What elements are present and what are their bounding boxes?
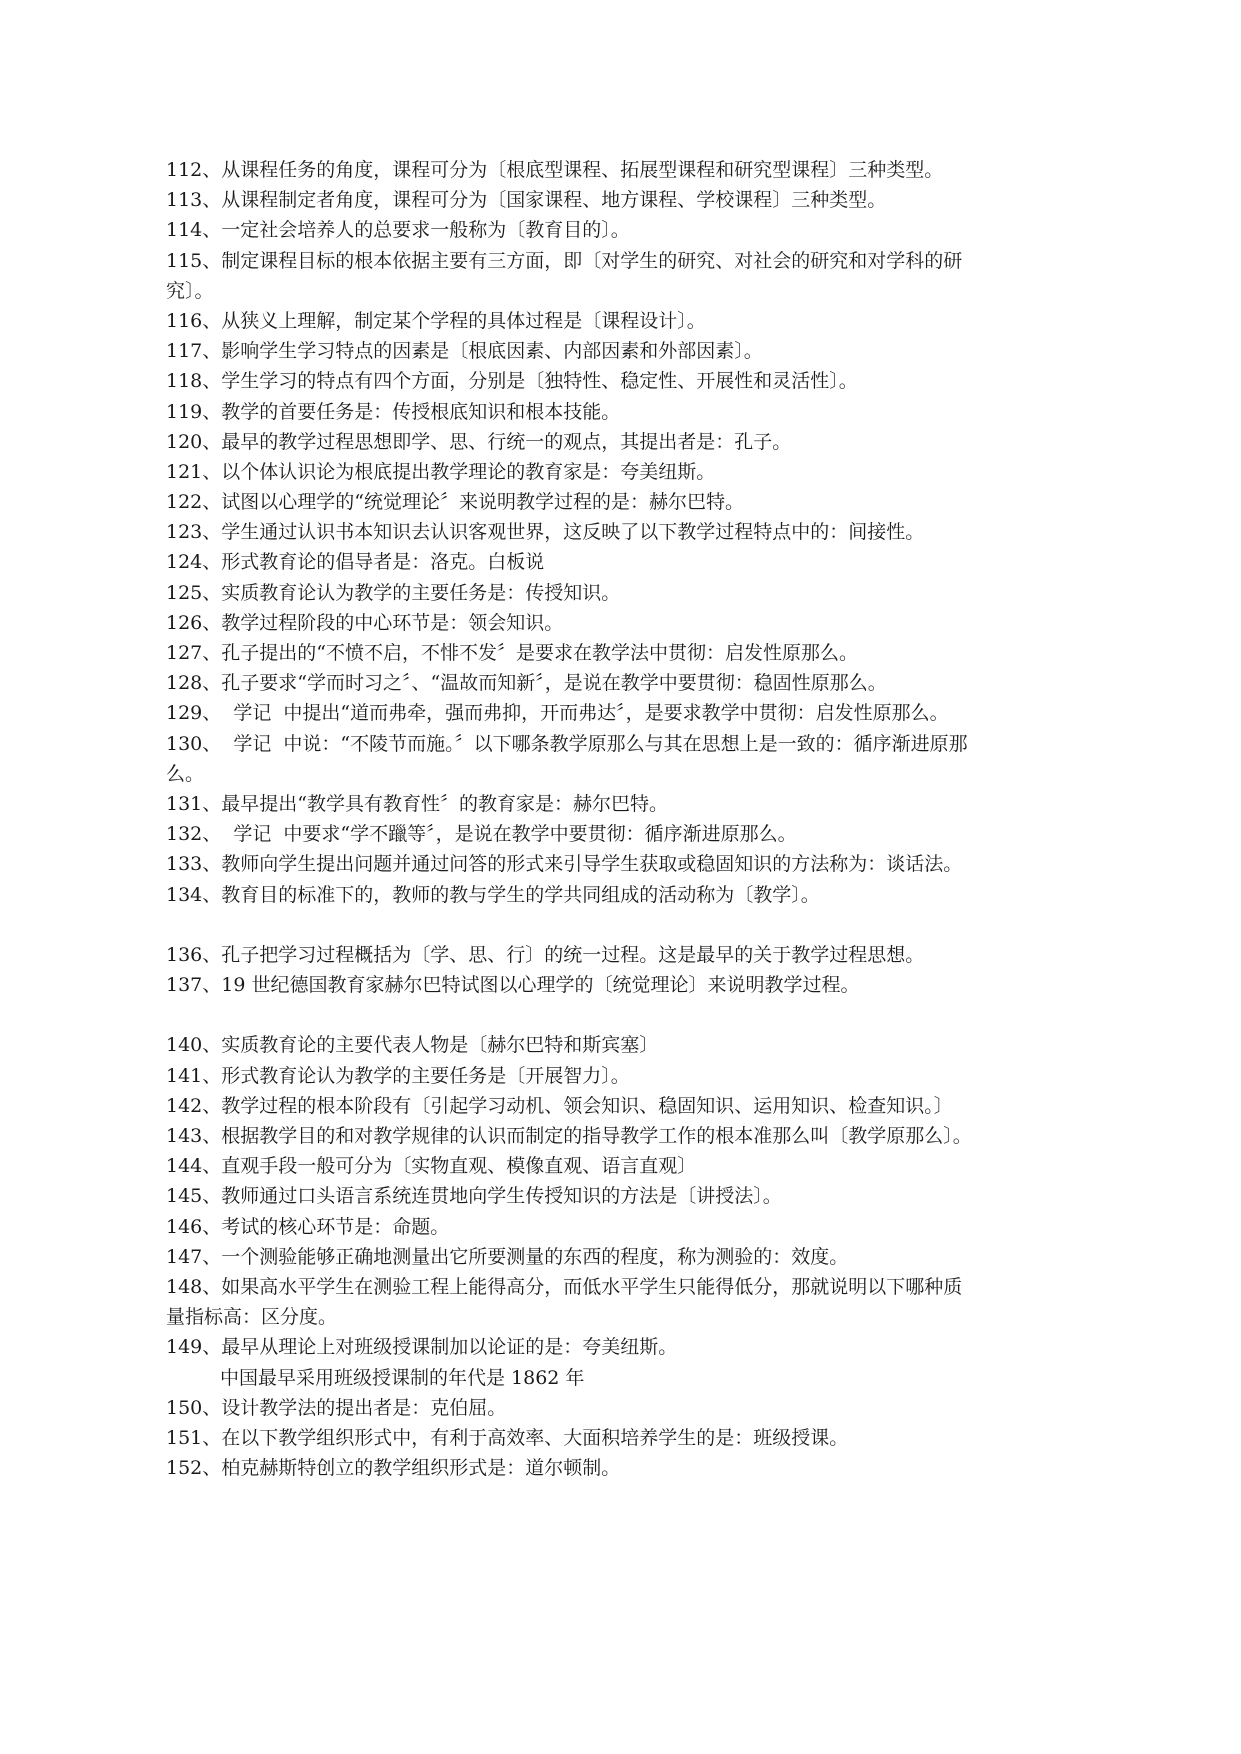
- text-line-114: 114、一定社会培养人的总要求一般称为〔教育目的〕。: [166, 219, 630, 242]
- text-line-126: 126、教学过程阶段的中心环节是：领会知识。: [166, 611, 564, 634]
- text-line-136: 136、孔子把学习过程概括为〔学、思、行〕的统一过程。这是最早的关于教学过程思想。: [166, 943, 925, 966]
- text-line-132: 132、 学记 中要求“学不躐等〞，是说在教学中要贯彻：循序渐进原那么。: [166, 823, 797, 846]
- text-line-134: 134、教育目的标准下的，教师的教与学生的学共同组成的活动称为〔教学〕。: [166, 883, 820, 906]
- text-line-151: 151、在以下教学组织形式中，有利于高效率、大面积培养学生的是：班级授课。: [166, 1426, 849, 1449]
- text-line-141: 141、形式教育论认为教学的主要任务是〔开展智力〕。: [166, 1064, 630, 1087]
- text-line-128: 128、孔子要求“学而时习之〞、“温故而知新〞，是说在教学中要贯彻：稳固性原那么。: [166, 672, 887, 695]
- text-line-125: 125、实质教育论认为教学的主要任务是：传授知识。: [166, 581, 621, 604]
- blank-line: [166, 1000, 1086, 1030]
- text-line-131: 131、最早提出“教学具有教育性〞的教育家是：赫尔巴特。: [166, 792, 668, 815]
- text-line-150: 150、设计教学法的提出者是：克伯屈。: [166, 1396, 507, 1419]
- text-line-140: 140、实质教育论的主要代表人物是〔赫尔巴特和斯宾塞〕: [166, 1034, 659, 1057]
- text-line-120: 120、最早的教学过程思想即学、思、行统一的观点，其提出者是：孔子。: [166, 430, 792, 453]
- text-line-115: 115、制定课程目标的根本依据主要有三方面，即〔对学生的研究、对社会的研究和对学科的研: [166, 249, 963, 272]
- text-line-133: 133、教师向学生提出问题并通过问答的形式来引导学生获取或稳固知识的方法称为：谈话法。: [166, 853, 963, 876]
- text-line-142: 142、教学过程的根本阶段有〔引起学习动机、领会知识、稳固知识、运用知识、检查知识。〕: [166, 1094, 953, 1117]
- blank-line: [166, 910, 1086, 940]
- text-line-122: 122、试图以心理学的“统觉理论〞来说明教学过程的是：赫尔巴特。: [166, 491, 744, 514]
- text-line-146: 146、考试的核心环节是：命题。: [166, 1215, 450, 1238]
- text-line-143: 143、根据教学目的和对教学规律的认识而制定的指导教学工作的根本准那么叫〔教学原那么〕。: [166, 1125, 972, 1147]
- text-line-148-cont: 量指标高：区分度。: [166, 1306, 338, 1329]
- text-line-149-note: 中国最早采用班级授课制的年代是 1862 年: [220, 1366, 585, 1389]
- text-line-144: 144、直观手段一般可分为〔实物直观、模像直观、语言直观〕: [166, 1155, 697, 1178]
- text-line-116: 116、从狭义上理解，制定某个学程的具体过程是〔课程设计〕。: [166, 309, 706, 332]
- document-body: [166, 155, 1086, 1483]
- text-line-152: 152、柏克赫斯特创立的教学组织形式是：道尔顿制。: [166, 1457, 621, 1480]
- text-line-145: 145、教师通过口头语言系统连贯地向学生传授知识的方法是〔讲授法〕。: [166, 1185, 782, 1208]
- text-line-149: 149、最早从理论上对班级授课制加以论证的是：夸美纽斯。: [166, 1336, 678, 1359]
- text-line-123: 123、学生通过认识书本知识去认识客观世界，这反映了以下教学过程特点中的：间接性。: [166, 521, 925, 544]
- text-line-130-cont: 么。: [166, 762, 205, 785]
- text-line-112: 112、从课程任务的角度，课程可分为〔根底型课程、拓展型课程和研究型课程〕三种类型。: [166, 159, 944, 181]
- text-line-148: 148、如果高水平学生在测验工程上能得高分，而低水平学生只能得低分，那就说明以下哪种质: [166, 1275, 963, 1298]
- text-line-117: 117、影响学生学习特点的因素是〔根底因素、内部因素和外部因素〕。: [166, 340, 763, 363]
- text-line-118: 118、学生学习的特点有四个方面，分别是〔独特性、稳定性、开展性和灵活性〕。: [166, 370, 858, 393]
- text-line-129: 129、 学记 中提出“道而弗牵，强而弗抑，开而弗达〞，是要求教学中贯彻：启发性原那么。: [166, 702, 949, 725]
- text-line-127: 127、孔子提出的“不愤不启，不悱不发〞是要求在教学法中贯彻：启发性原那么。: [166, 642, 858, 664]
- text-line-119: 119、教学的首要任务是：传授根底知识和根本技能。: [166, 400, 621, 423]
- text-line-147: 147、一个测验能够正确地测量出它所要测量的东西的程度，称为测验的：效度。: [166, 1245, 849, 1268]
- text-line-137: 137、19 世纪德国教育家赫尔巴特试图以心理学的〔统觉理论〕来说明教学过程。: [166, 974, 860, 997]
- text-line-115-cont: 究〕。: [166, 279, 214, 302]
- text-line-130: 130、 学记 中说：“不陵节而施。〞以下哪条教学原那么与其在思想上是一致的：循序渐进原那: [166, 732, 968, 755]
- text-line-113: 113、从课程制定者角度，课程可分为〔国家课程、地方课程、学校课程〕三种类型。: [166, 189, 887, 212]
- text-line-121: 121、以个体认识论为根底提出教学理论的教育家是：夸美纽斯。: [166, 460, 716, 483]
- text-line-124: 124、形式教育论的倡导者是：洛克。白板说: [166, 551, 545, 574]
